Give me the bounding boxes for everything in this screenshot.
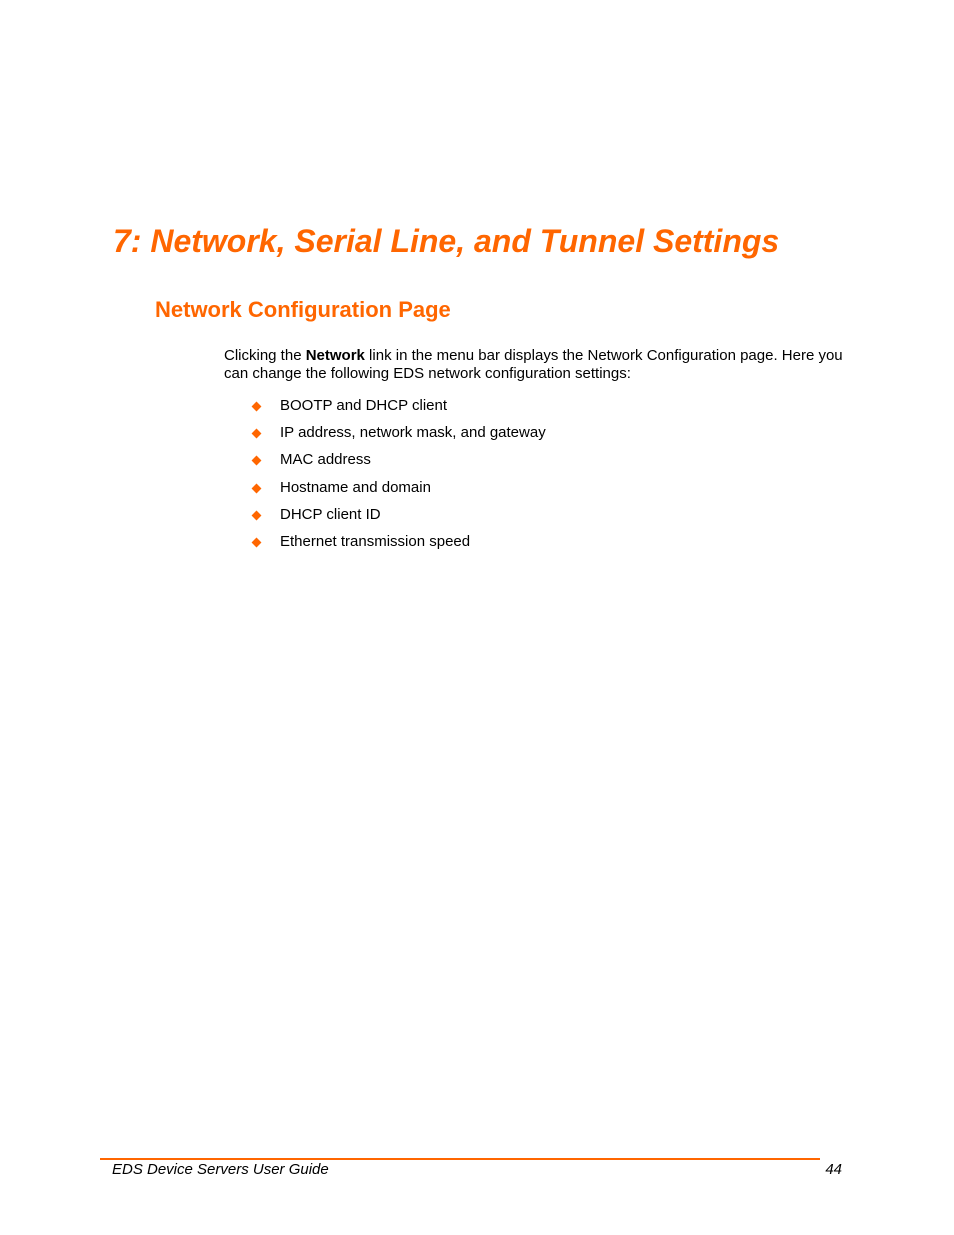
chapter-title: 7: Network, Serial Line, and Tunnel Settings [113, 223, 780, 259]
footer-title: EDS Device Servers User Guide [112, 1161, 329, 1178]
diamond-bullet-icon [252, 456, 262, 466]
intro-text-before: Clicking the [224, 347, 306, 364]
section-title: Network Configuration Page [155, 297, 451, 322]
list-item-text: MAC address [280, 451, 371, 469]
list-item [250, 505, 546, 532]
intro-paragraph [224, 347, 849, 383]
diamond-bullet-icon [252, 402, 262, 412]
diamond-bullet-icon [252, 510, 262, 520]
page-number: 44 [825, 1161, 842, 1178]
intro-text-after: link in the menu bar displays the Network Configuration page. Here you can change the following EDS network configuration settings: [224, 347, 843, 382]
list-item-text: DHCP client ID [280, 505, 381, 523]
diamond-bullet-icon [252, 429, 262, 439]
settings-list [250, 396, 546, 559]
list-item-text: Hostname and domain [280, 478, 431, 496]
intro-bold-term: Network [305, 347, 365, 364]
list-item [250, 532, 546, 559]
list-item [250, 396, 546, 423]
diamond-bullet-icon [252, 483, 262, 493]
list-item-text: Ethernet transmission speed [280, 532, 471, 550]
diamond-bullet-icon [252, 537, 262, 547]
list-item-text: IP address, network mask, and gateway [280, 424, 546, 442]
list-item [250, 423, 546, 450]
list-item-text: BOOTP and DHCP client [280, 397, 448, 414]
list-item [250, 450, 546, 477]
list-item [250, 478, 546, 505]
